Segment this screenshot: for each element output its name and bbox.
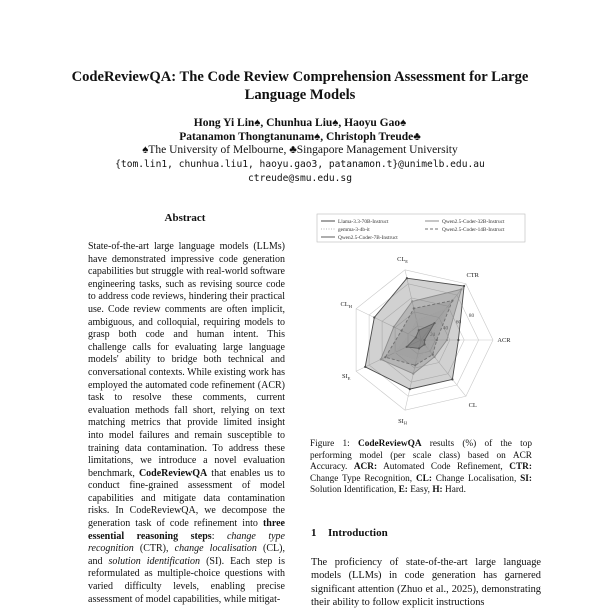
axis-label-subscript: H — [403, 420, 407, 426]
caption-h-def: Hard. — [442, 485, 466, 496]
affiliations: ♠The University of Melbourne, ♣Singapore Management University — [142, 144, 458, 156]
legend-label: Qwen2.5-Coder-7B-Instruct — [338, 235, 398, 241]
radar-point — [451, 300, 453, 302]
paper-title-line-2: Language Models — [244, 87, 356, 103]
radar-point — [418, 347, 420, 349]
radar-point — [393, 326, 395, 328]
figure-caption — [310, 439, 532, 497]
abstract-heading: Abstract — [164, 212, 206, 224]
radar-point — [460, 288, 462, 290]
radar-point — [409, 388, 411, 390]
authors-line-1: Hong Yi Lin♠, Chunhua Liu♠, Haoyu Gao♠ — [193, 117, 407, 129]
radar-point — [406, 346, 408, 348]
axis-label-subscript: H — [348, 303, 352, 309]
axis-label: $CL_H$ — [340, 301, 352, 309]
abstract-paragraph — [88, 241, 285, 606]
section-number: 1 — [311, 527, 317, 539]
caption-si-def: Solution Identification, — [310, 485, 399, 496]
legend-label: Qwen2.5-Coder-32B-Instruct — [442, 219, 505, 225]
radar-point — [424, 339, 426, 341]
caption-text: results (%) of the top performing model (per scale class) based on ACR Accuracy. — [310, 439, 533, 473]
radar-point — [433, 356, 435, 358]
radar-point — [436, 339, 438, 341]
author-email-secondary: ctreude@smu.edu.sg — [248, 173, 352, 184]
abstract-text-1: State-of-the-art large language models (LLMs) have demonstrated impressive code generation capabilities but struggle with real-world software engineering tasks, such as revising source code to address code reviews, hindering their practical use. Code review comments are often implicit, ambiguous, and colloquial, requiring models to grasp both code and human intent. This challenge calls for evaluating large language models' ability to bridge both technical and conversational contexts. While existing work has employed the automated code refinement (ACR) task to resolve these comments, current evaluation methods fall short, relying on text matching metrics that provide limited insight into model failures and remain susceptible to training data contamination. To address these limitations, we introduce a novel evaluation benchmark, — [88, 241, 285, 479]
radar-point — [414, 364, 416, 366]
radar-point — [446, 339, 448, 341]
radar-point — [380, 358, 382, 360]
paper-title-line-1: CodeReviewQA: The Code Review Comprehension Assessment for Large — [71, 69, 529, 85]
axis-label-subscript: E — [347, 375, 351, 381]
axis-label: CL — [468, 401, 477, 409]
radar-point — [433, 322, 435, 324]
abstract-text-4: (CTR), — [133, 543, 175, 555]
radar-point — [373, 316, 375, 318]
radar-point — [418, 329, 420, 331]
radar-point — [384, 356, 386, 358]
axis-label: CTR — [466, 272, 479, 280]
caption-e-key: E: — [398, 485, 408, 496]
radar-point — [415, 336, 417, 338]
caption-acr-def: Automated Code Refinement, — [377, 462, 510, 473]
caption-si-key: SI: — [520, 473, 532, 484]
radar-point — [406, 277, 408, 279]
abstract-text-2: that enables us to conduct fine-grained assessment of model capabilities and mitigate data contamination risks. In CodeReviewQA, we decompose the generation task of code refinement into — [88, 467, 285, 530]
caption-acr-key: ACR: — [353, 462, 378, 473]
radar-point — [451, 378, 453, 380]
reasoning-steps-phrase: three essential reasoning steps — [88, 518, 285, 542]
si-term: solution identification — [108, 555, 201, 567]
caption-cl-def: Change Localisation, — [431, 473, 521, 484]
caption-h-key: H: — [432, 485, 443, 496]
legend-label: Qwen2.5-Coder-14B-Instruct — [442, 227, 505, 233]
radar-point — [400, 330, 402, 332]
section-title: Introduction — [328, 527, 388, 539]
author-list — [60, 117, 540, 144]
legend-label: gemma-3-4b-it — [338, 227, 370, 233]
caption-benchmark: CodeReviewQA — [358, 439, 422, 449]
radar-chart — [308, 212, 534, 434]
axis-label: $SI_H$ — [398, 417, 407, 426]
axis-label: ACR — [497, 337, 511, 344]
introduction-text: The proficiency of state-of-the-art large language models (LLMs) in code generation has garnered significant attention (Zhuo et al., 2025), demonstrating their ability to follow explicit instructions — [311, 557, 541, 609]
radar-point — [412, 373, 414, 375]
caption-cl-key: CL: — [415, 473, 432, 484]
benchmark-name: CodeReviewQA — [138, 467, 208, 479]
radar-point — [463, 285, 465, 287]
radar-series-group — [364, 277, 465, 390]
abstract-text-5: (CL), and — [88, 543, 285, 567]
caption-prefix: Figure 1: — [310, 439, 359, 449]
legend-label: Llama-3.3-70B-Instruct — [338, 219, 389, 225]
caption-ctr-key: CTR: — [509, 462, 532, 473]
introduction-heading — [311, 527, 541, 539]
chart-legend — [317, 214, 525, 242]
ctr-term: change type recognition — [88, 530, 285, 555]
cl-term: change localisation — [174, 543, 257, 555]
radar-point — [413, 307, 415, 309]
radar-point — [411, 300, 413, 302]
radar-point — [424, 343, 426, 345]
axis-label: $SI_E$ — [342, 373, 351, 381]
radar-point — [457, 339, 459, 341]
paper-title — [50, 68, 550, 104]
axis-label: $CL_E$ — [397, 256, 408, 264]
abstract-text-3: : — [211, 530, 227, 542]
radar-point — [364, 366, 366, 368]
authors-line-2: Patanamon Thongtanunam♠, Christoph Treude♣ — [179, 130, 421, 143]
radial-tick-label: 80 — [468, 313, 475, 320]
author-emails: {tom.lin1, chunhua.liu1, haoyu.gao3, patanamon.t}@unimelb.edu.au — [115, 159, 485, 170]
radar-point — [432, 354, 434, 356]
abstract-text-6: (SI). Each step is reformulated as multiple-choice questions with varied difficulty levels, enabling precise assessment of model capabilities, while mitigat- — [88, 555, 285, 605]
caption-e-def: Easy, — [407, 485, 433, 496]
abstract-body — [88, 241, 285, 605]
caption-ctr-def: Change Type Recognition, — [310, 473, 416, 484]
axis-label-subscript: E — [405, 258, 408, 264]
